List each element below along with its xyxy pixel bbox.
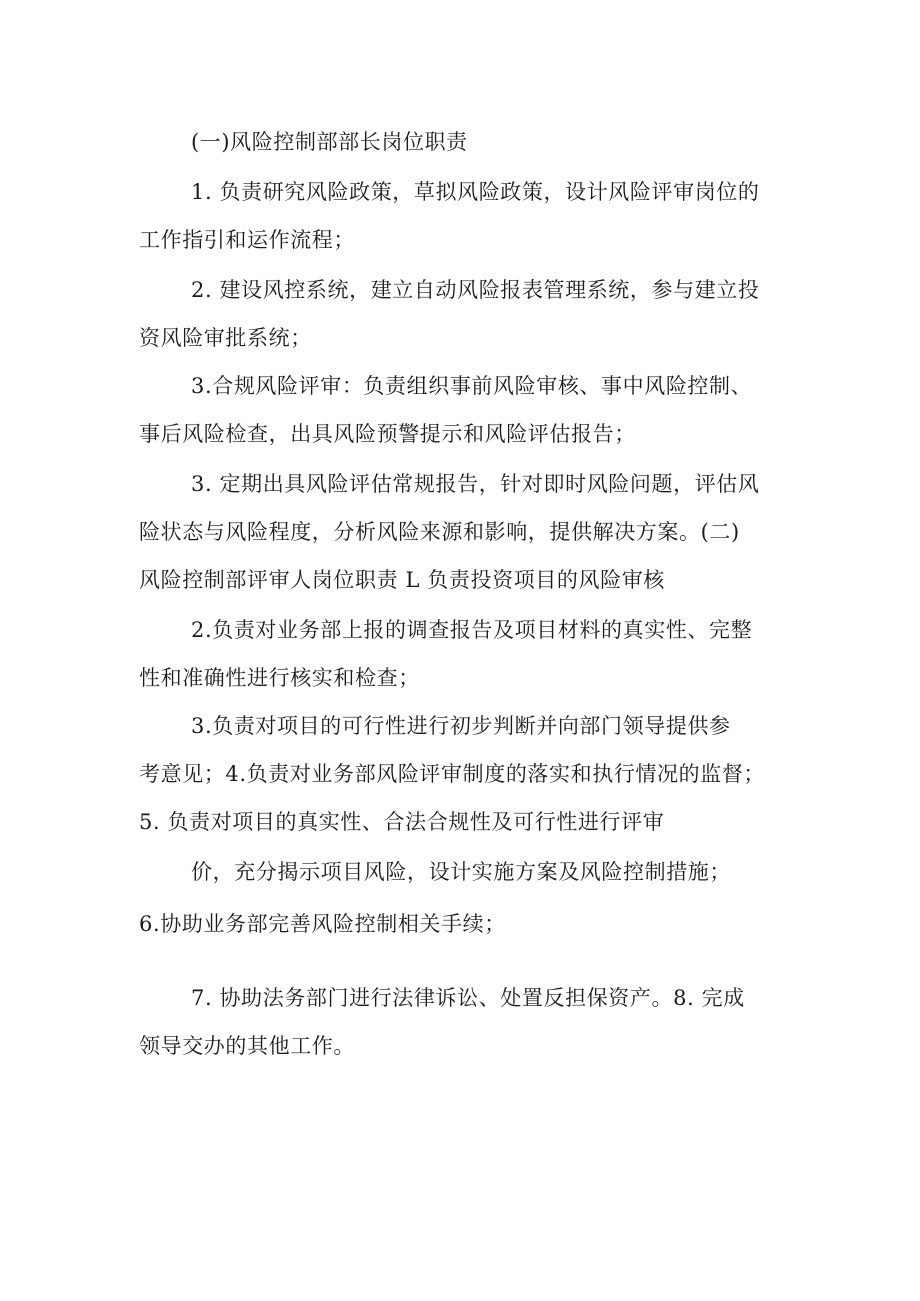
- paragraph-line: 性和准确性进行核实和检查；: [139, 666, 420, 690]
- paragraph-line: 1. 负责研究风险政策，草拟风险政策，设计风险评审岗位的: [191, 180, 760, 204]
- paragraph-line: 3. 定期出具风险评估常规报告，针对即时风险问题，评估风: [191, 472, 760, 496]
- paragraph-line: 领导交办的其他工作。: [139, 1034, 355, 1058]
- paragraph-line: 5. 负责对项目的真实性、合法合规性及可行性进行评审: [139, 810, 665, 834]
- paragraph-line: 7. 协助法务部门进行法律诉讼、处置反担保资产。8. 完成: [191, 986, 745, 1010]
- paragraph-line: 资风险审批系统；: [139, 326, 312, 350]
- paragraph-line: 事后风险检查，出具风险预警提示和风险评估报告；: [139, 422, 636, 446]
- paragraph-line: 3.合规风险评审：负责组织事前风险审核、事中风险控制、: [191, 374, 753, 398]
- paragraph-line: 3.负责对项目的可行性进行初步判断并向部门领导提供参: [191, 714, 731, 738]
- paragraph-line: 险状态与风险程度，分析风险来源和影响，提供解决方案。(二): [139, 520, 740, 544]
- section-heading-1: (一)风险控制部部长岗位职责: [191, 130, 468, 154]
- paragraph-line: 2. 建设风控系统，建立自动风险报表管理系统，参与建立投: [191, 278, 760, 302]
- paragraph-line: 工作指引和运作流程；: [139, 228, 355, 252]
- paragraph-line: 考意见；4.负责对业务部风险评审制度的落实和执行情况的监督；: [139, 762, 766, 786]
- paragraph-line: 6.协助业务部完善风险控制相关手续；: [139, 912, 506, 936]
- paragraph-line: 价，充分揭示项目风险，设计实施方案及风险控制措施；: [191, 860, 731, 884]
- paragraph-line: 2.负责对业务部上报的调查报告及项目材料的真实性、完整: [191, 618, 753, 642]
- paragraph-line: 风险控制部评审人岗位职责 L 负责投资项目的风险审核: [139, 568, 665, 592]
